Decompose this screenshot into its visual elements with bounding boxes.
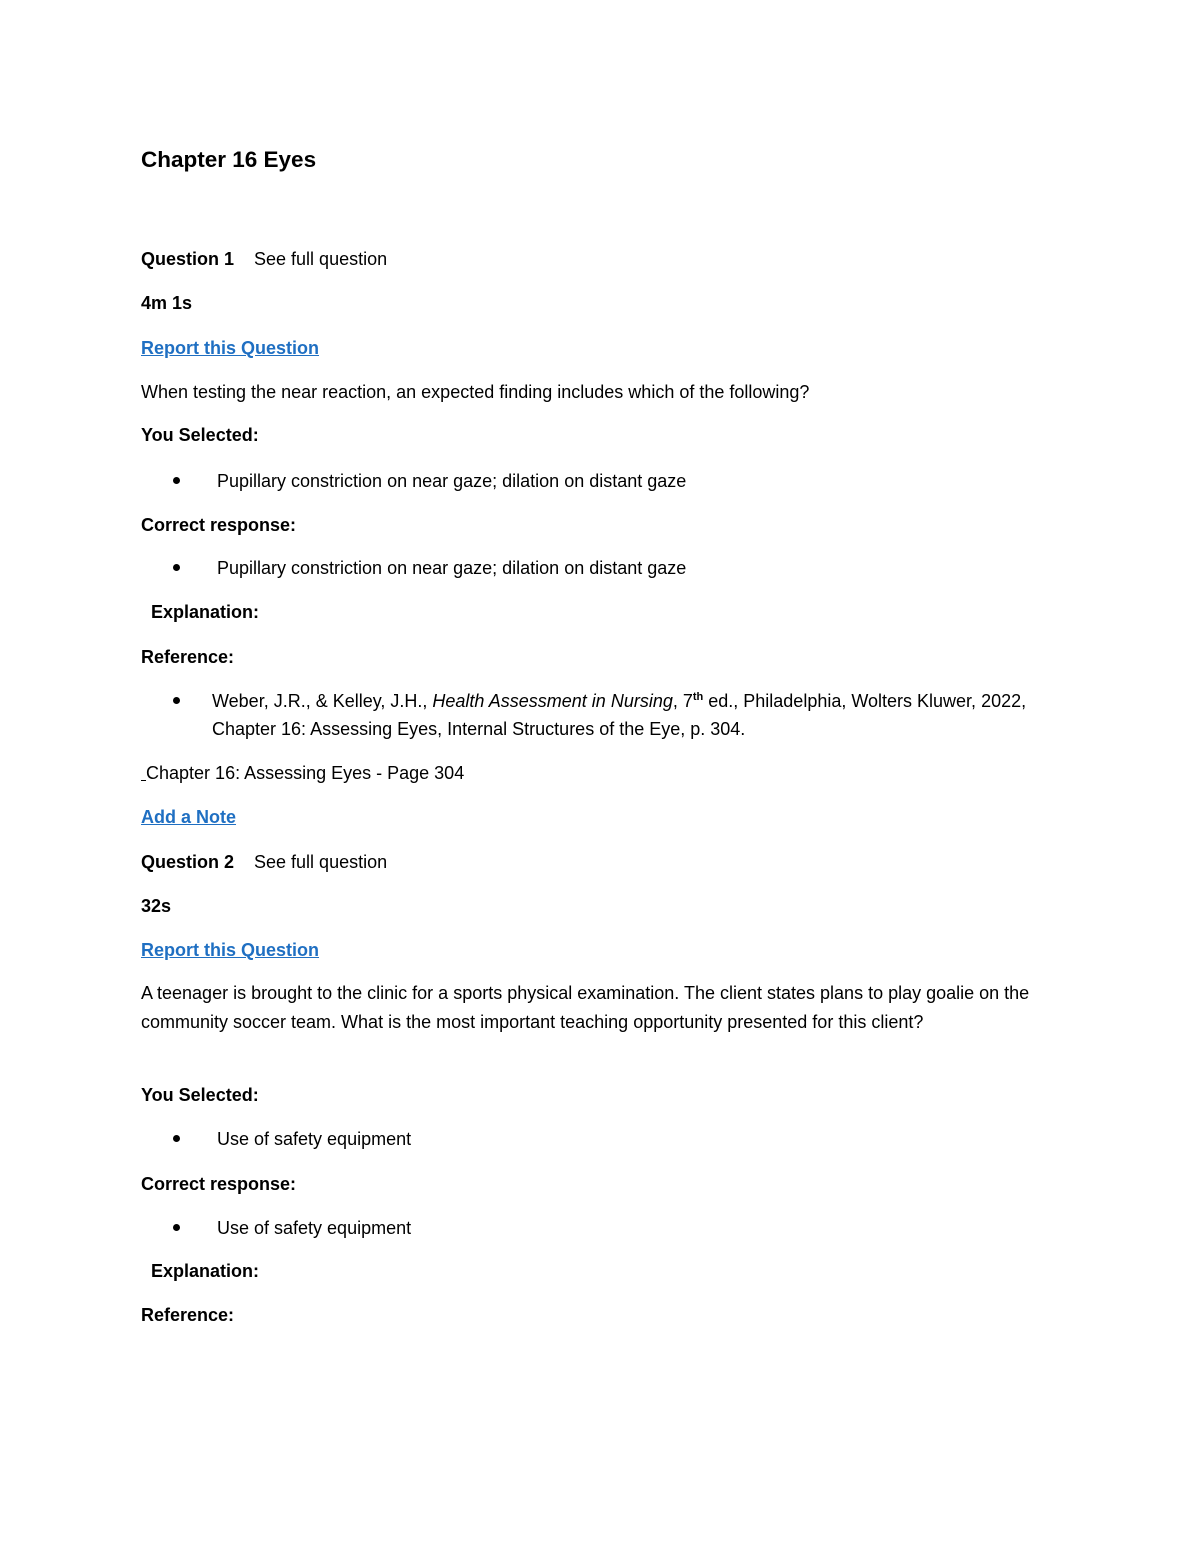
question-2-see-full-link[interactable]: See full question xyxy=(254,852,388,872)
page-title: Chapter 16 Eyes xyxy=(141,147,317,172)
question-2-time: 32s xyxy=(141,896,172,916)
question-2-you-selected-label: You Selected: xyxy=(141,1085,259,1105)
question-1-report-link[interactable]: Report this Question xyxy=(141,338,320,358)
question-2-correct-answer: Use of safety equipment xyxy=(217,1218,412,1238)
question-1-label: Question 1 xyxy=(141,249,235,269)
add-note-link[interactable]: Add a Note xyxy=(141,807,237,827)
question-2-explanation-label: Explanation: xyxy=(151,1261,260,1281)
question-2-label: Question 2 xyxy=(141,852,235,872)
bullet-icon xyxy=(173,1223,183,1233)
reference-authors: Weber, J.R., & Kelley, J.H., xyxy=(212,691,433,711)
question-1-time: 4m 1s xyxy=(141,293,193,313)
question-2-selected-answer: Use of safety equipment xyxy=(217,1129,412,1149)
bullet-icon xyxy=(173,476,183,486)
question-1-explanation-label: Explanation: xyxy=(151,602,260,622)
question-1-correct-label: Correct response: xyxy=(141,515,297,535)
question-1-text: When testing the near reaction, an expected finding includes which of the following? xyxy=(141,382,810,402)
question-1-see-full-link[interactable]: See full question xyxy=(254,249,388,269)
bullet-icon xyxy=(173,1134,183,1144)
bullet-icon xyxy=(173,563,183,573)
question-2-correct-label: Correct response: xyxy=(141,1174,297,1194)
question-1-correct-answer: Pupillary constriction on near gaze; dilation on distant gaze xyxy=(217,558,687,578)
reference-edition-number: , 7 xyxy=(672,691,693,711)
reference-details: ed., Philadelphia, Wolters Kluwer, 2022, Chapter 16: Assessing Eyes, Internal Structures of the Eye, p. 304. xyxy=(212,691,1027,739)
question-1-selected-answer: Pupillary constriction on near gaze; dilation on distant gaze xyxy=(217,471,687,491)
question-2-text: A teenager is brought to the clinic for a sports physical examination. The client states plans to play goalie on the community soccer team. What is the most important teaching opportunity presented for this client? xyxy=(141,983,1030,1032)
reference-book-title: Health Assessment in Nursing xyxy=(432,691,673,711)
question-2-report-link[interactable]: Report this Question xyxy=(141,940,320,960)
question-1-header xyxy=(141,248,387,270)
bullet-icon xyxy=(173,696,183,706)
page-link-text[interactable]: Chapter 16: Assessing Eyes - Page 304 xyxy=(146,763,465,783)
question-2-header xyxy=(141,851,387,873)
question-1-reference-label: Reference: xyxy=(141,647,235,667)
question-1-page-link[interactable] xyxy=(141,762,464,784)
reference-edition-suffix: th xyxy=(692,691,704,703)
question-2-reference-label: Reference: xyxy=(141,1305,235,1325)
question-1-you-selected-label: You Selected: xyxy=(141,425,259,445)
question-1-reference-text xyxy=(212,687,1062,743)
